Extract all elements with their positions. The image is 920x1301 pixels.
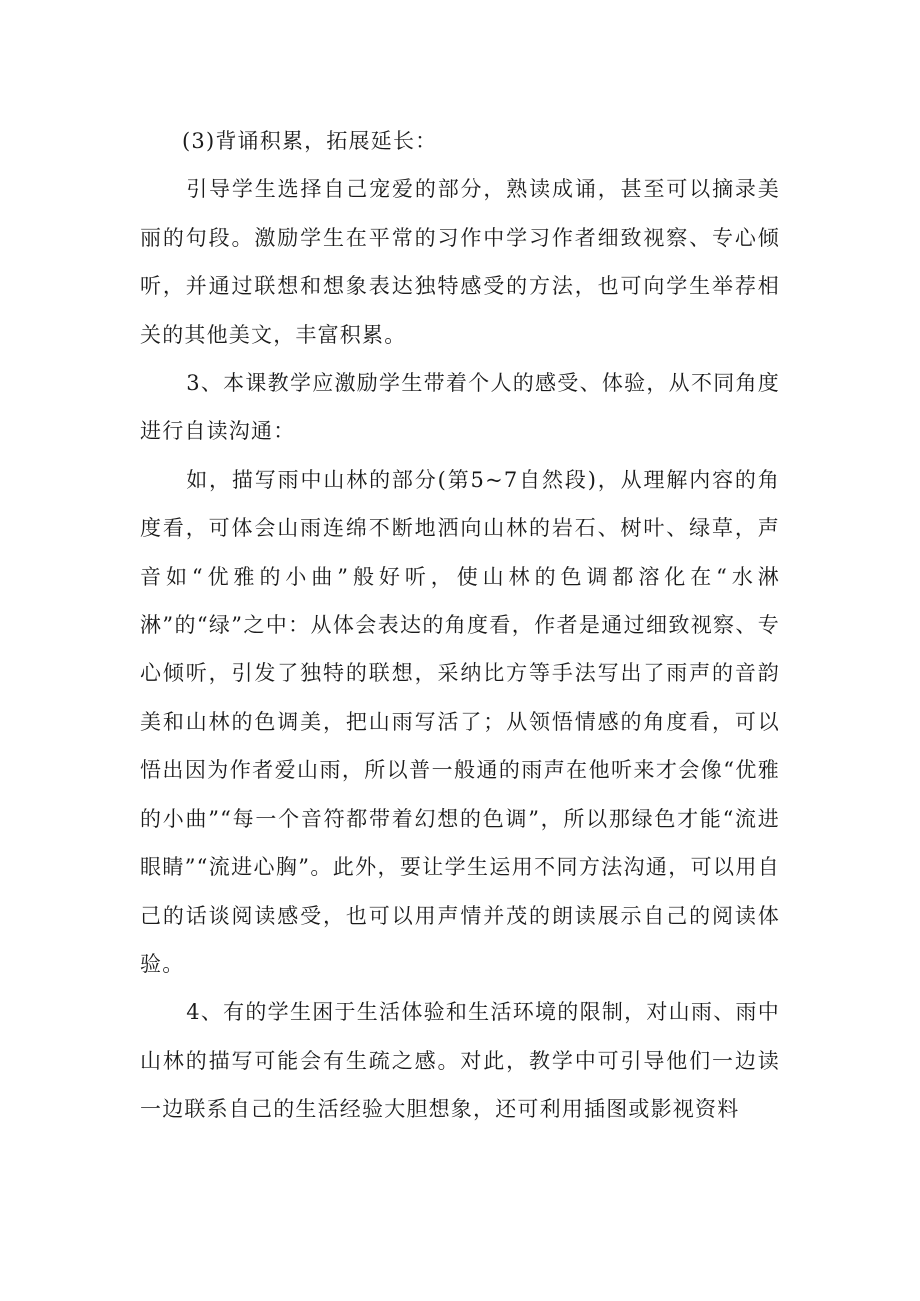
paragraph-example-rain-forest: 如，描写雨中山林的部分(第5~7自然段)，从理解内容的角度看，可体会山雨连绵不断地洒向山林的岩石、树叶、绿草，声音如“优雅的小曲”般好听，使山林的色调都溶化在“水淋淋”的“绿”之中：从体会表达的角度看，作者是通过细致视察、专心倾听，引发了独特的联想，采纳比方等手法写出了雨声的音韵美和山林的色调美，把山雨写活了；从领悟情感的角度看，可以悟出因为作者爱山雨，所以普一般通的雨声在他听来才会像“优雅的小曲”“每一个音符都带着幻想的色调”，所以那绿色才能“流进眼睛”“流进心胸”。此外，要让学生运用不同方法沟通，可以用自己的话谈阅读感受，也可以用声情并茂的朗读展示自己的阅读体验。 [140, 467, 780, 976]
paragraph-guide-students: 引导学生选择自己宠爱的部分，熟读成诵，甚至可以摘录美丽的句段。激励学生在平常的习作中学习作者细致视察、专心倾听，并通过联想和想象表达独特感受的方法，也可向学生举荐相关的其他美文，丰富积累。 [140, 177, 780, 347]
paragraph-point-3: 3、本课教学应激励学生带着个人的感受、体验，从不同角度进行自读沟通： [140, 371, 780, 444]
document-body [140, 117, 780, 1134]
paragraph-recite-accumulate: (3)背诵积累，拓展延长： [182, 129, 438, 153]
paragraph-point-4: 4、有的学生困于生活体验和生活环境的限制，对山雨、雨中山林的描写可能会有生疏之感。对此，教学中可引导他们一边读一边联系自己的生活经验大胆想象，还可利用插图或影视资料 [140, 1000, 780, 1122]
